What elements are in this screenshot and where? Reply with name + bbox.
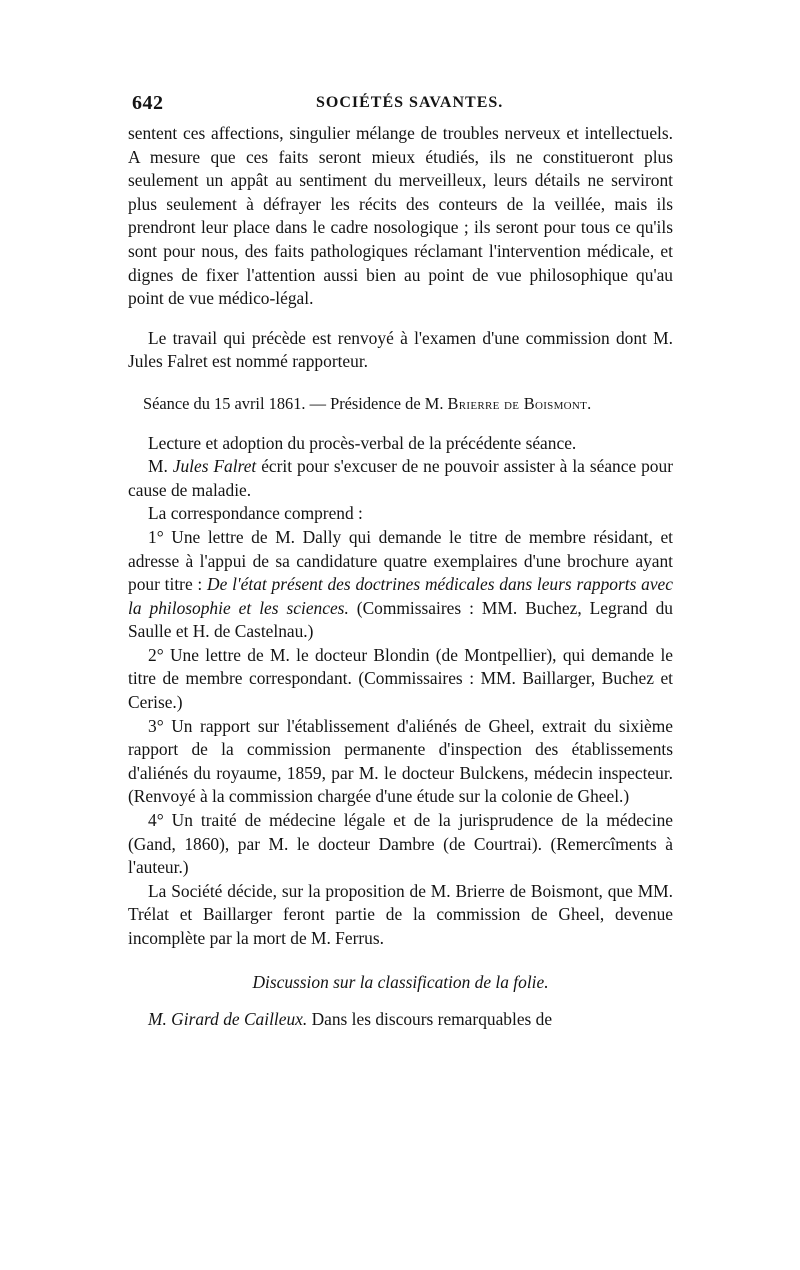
excuse-prefix: M. (148, 456, 173, 477)
section-title: Discussion sur la classification de la folie. (252, 971, 549, 992)
session-date-text: Séance du 15 avril 1861. — Présidence de M. (143, 393, 448, 413)
item-1-book-title: De l'état présent des doctrines médicales dans leurs rapports avec la philosophie et les sciences. (128, 574, 673, 618)
session-president: Brierre de Boismont. (447, 393, 592, 413)
running-title: SOCIÉTÉS SAVANTES. (316, 94, 504, 111)
paragraph-correspondence: La correspondance comprend : (148, 503, 363, 524)
paragraph-referral: Le travail qui précède est renvoyé à l'examen d'une commission dont M. Jules Falret est nommé rapporteur. (128, 327, 673, 372)
list-item-1 (128, 526, 673, 644)
page-body (128, 122, 673, 1032)
book-page (128, 92, 673, 1032)
paragraph-continuation: sentent ces affections, singulier mélange de troubles nerveux et intellectuels. A mesure que ces faits seront mieux étudiés, ils ne constitueront plus seulement un appât au sentiment du merveilleux, leurs détails ne serviront plus seulement à défrayer les récits des conteurs de la veillée, mais ils prendront leur place dans le cadre nosologique ; ils seront pour tous ce qu'ils sont pour nous, des faits pathologiques réclamant l'intervention médicale, et dignes de fixer l'attention aussi bien au point de vue philosophique qu'au point de vue médico-légal. (128, 123, 673, 309)
page-number: 642 (132, 92, 164, 114)
item-1-text: 1° Une lettre de M. Dally qui demande le titre de membre résidant, et adresse à l'appui de sa candidature quatre exemplaires d'une brochure ayant pour titre : (128, 526, 673, 595)
paragraph-excuse (128, 455, 673, 502)
list-item-2: 2° Une lettre de M. le docteur Blondin (de Montpellier), qui demande le titre de membre correspondant. (Commissaires : MM. Baillarger, Buchez et Cerise.) (128, 644, 673, 713)
discussion-text: Dans les discours remarquables de (307, 1009, 553, 1030)
session-heading (128, 392, 673, 416)
excuse-text: écrit pour s'excuser de ne pouvoir assister à la séance pour cause de maladie. (128, 456, 673, 500)
list-item-3: 3° Un rapport sur l'établissement d'aliénés de Gheel, extrait du sixième rapport de la commission permanente d'inspection des établissements d'aliénés du royaume, 1859, par M. le docteur Bulckens, médecin inspecteur. (Renvoyé à la commission chargée d'une étude sur la colonie de Gheel.) (128, 715, 673, 807)
paragraph-decision: La Société décide, sur la proposition de M. Brierre de Boismont, que MM. Trélat et Baillarger feront partie de la commission de Gheel, devenue incomplète par la mort de M. Ferrus. (128, 880, 673, 948)
paragraph-discussion-start (128, 1008, 673, 1032)
excuse-name: Jules Falret (172, 456, 257, 477)
page-header (128, 92, 673, 122)
item-1-commissioners: (Commissaires : MM. Buchez, Legrand du Saulle et H. de Castelnau.) (128, 597, 673, 642)
speaker-name: M. Girard de Cailleux. (148, 1009, 308, 1030)
list-item-4: 4° Un traité de médecine légale et de la jurisprudence de la médecine (Gand, 1860), par M. le docteur Dambre (de Courtrai). (Remercîments à l'auteur.) (128, 810, 673, 878)
paragraph-minutes: Lecture et adoption du procès-verbal de la précédente séance. (148, 432, 577, 453)
